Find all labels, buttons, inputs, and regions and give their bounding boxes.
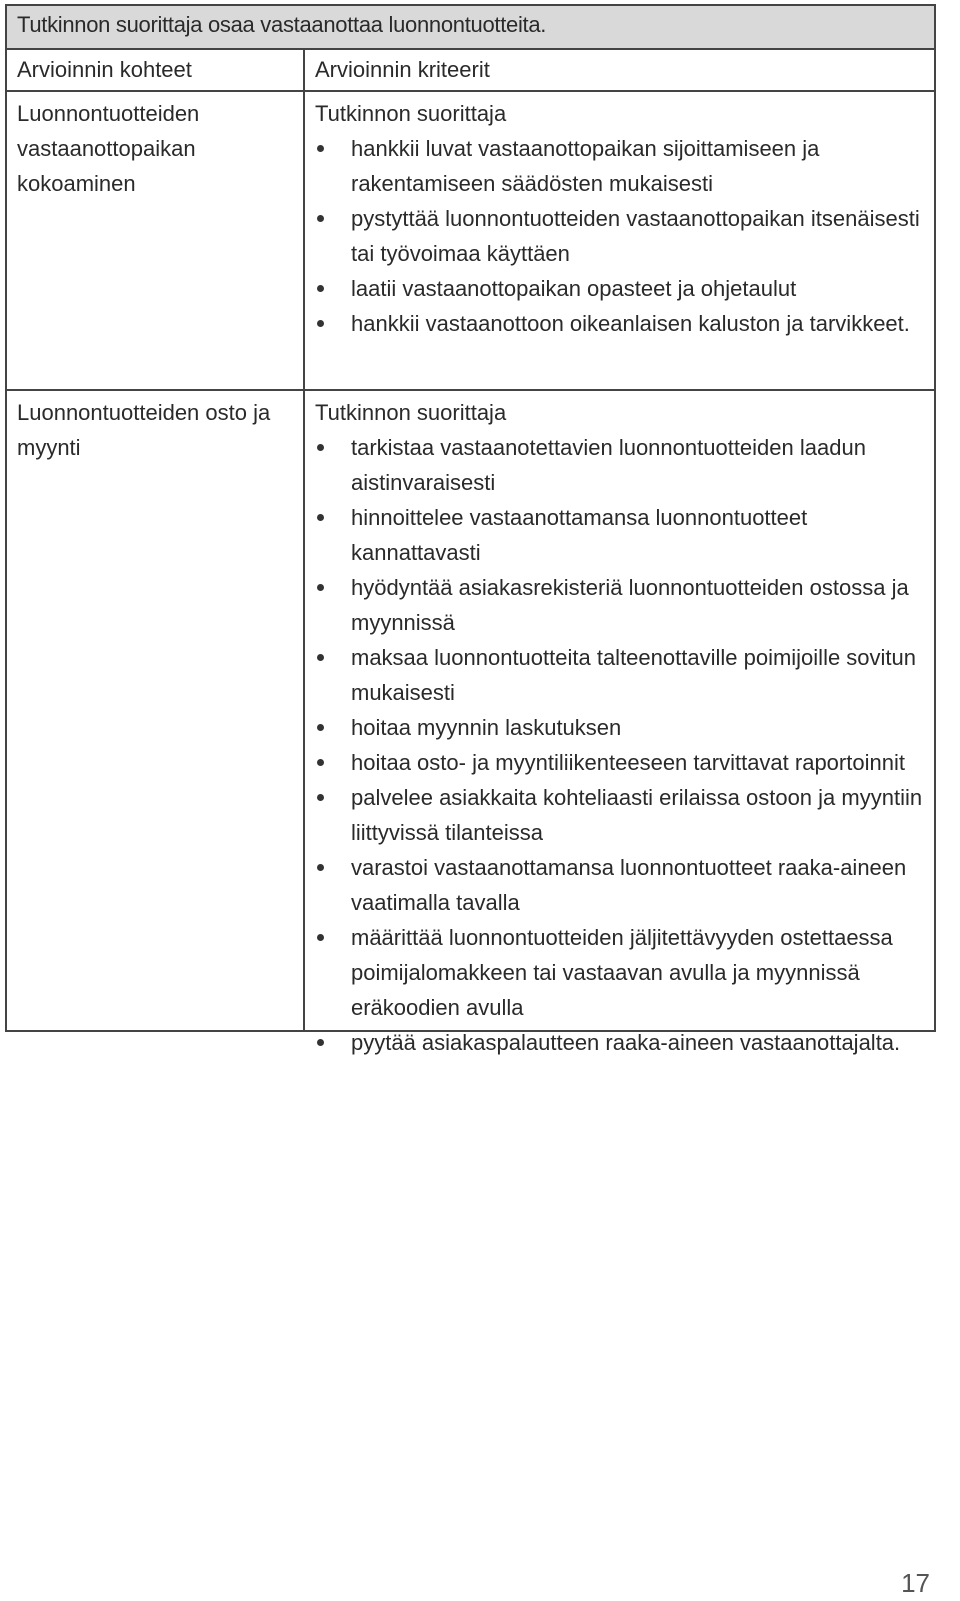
bullet-icon xyxy=(317,794,324,801)
bullet-icon xyxy=(317,215,324,222)
page-number: 17 xyxy=(901,1568,930,1598)
bullet-icon xyxy=(317,320,324,327)
criteria-item xyxy=(315,570,924,640)
criteria-text: laatii vastaanottopaikan opasteet ja ohjetaulut xyxy=(351,276,797,301)
criteria-lead: Tutkinnon suorittaja xyxy=(315,101,507,126)
criteria-item xyxy=(315,920,924,1025)
criteria-list xyxy=(315,430,924,1060)
section-row xyxy=(7,389,934,1055)
section-criteria xyxy=(305,391,934,1055)
bullet-icon xyxy=(317,724,324,731)
criteria-item xyxy=(315,500,924,570)
section-target: Luonnontuotteiden vastaanottopaikan kokoaminen xyxy=(7,92,305,389)
criteria-item xyxy=(315,131,924,201)
criteria-text: tarkistaa vastaanotettavien luonnontuotteiden laadun aistinvaraisesti xyxy=(351,435,866,495)
criteria-item xyxy=(315,640,924,710)
criteria-text: hinnoittelee vastaanottamansa luonnontuotteet kannattavasti xyxy=(351,505,808,565)
bullet-icon xyxy=(317,934,324,941)
header-targets: Arvioinnin kohteet xyxy=(7,50,305,90)
header-row xyxy=(7,48,934,90)
section-criteria xyxy=(305,92,934,389)
criteria-text: hyödyntää asiakasrekisteriä luonnontuotteiden ostossa ja myynnissä xyxy=(351,575,909,635)
bullet-icon xyxy=(317,864,324,871)
criteria-text: hoitaa osto- ja myyntiliikenteeseen tarvittavat raportoinnit xyxy=(351,750,905,775)
criteria-item xyxy=(315,201,924,271)
bullet-icon xyxy=(317,514,324,521)
criteria-text: pystyttää luonnontuotteiden vastaanottopaikan itsenäisesti tai työvoimaa käyttäen xyxy=(351,206,920,266)
table-title: Tutkinnon suorittaja osaa vastaanottaa luonnontuotteita. xyxy=(7,6,934,48)
criteria-text: hankkii luvat vastaanottopaikan sijoittamiseen ja rakentamiseen säädösten mukaisesti xyxy=(351,136,820,196)
criteria-text: varastoi vastaanottamansa luonnontuotteet raaka-aineen vaatimalla tavalla xyxy=(351,855,907,915)
criteria-item xyxy=(315,271,924,306)
criteria-item xyxy=(315,745,924,780)
criteria-text: hankkii vastaanottoon oikeanlaisen kaluston ja tarvikkeet. xyxy=(351,311,910,336)
criteria-item xyxy=(315,710,924,745)
criteria-text: määrittää luonnontuotteiden jäljitettävyyden ostettaessa poimijalomakkeen tai vastaavan avulla ja myynnissä eräkoodien avulla xyxy=(351,925,893,1020)
assessment-table xyxy=(5,4,936,1055)
criteria-item xyxy=(315,850,924,920)
criteria-item xyxy=(315,780,924,850)
criteria-text: pyytää asiakaspalautteen raaka-aineen vastaanottajalta. xyxy=(351,1030,901,1055)
criteria-lead: Tutkinnon suorittaja xyxy=(315,400,507,425)
criteria-item xyxy=(315,306,924,341)
criteria-text: hoitaa myynnin laskutuksen xyxy=(351,715,622,740)
bullet-icon xyxy=(317,444,324,451)
criteria-item xyxy=(315,1025,924,1060)
bullet-icon xyxy=(317,285,324,292)
bullet-icon xyxy=(317,1039,324,1046)
criteria-text: maksaa luonnontuotteita talteenottaville poimijoille sovitun mukaisesti xyxy=(351,645,917,705)
section-row xyxy=(7,90,934,389)
criteria-item xyxy=(315,430,924,500)
bullet-icon xyxy=(317,654,324,661)
criteria-list xyxy=(315,131,924,341)
bullet-icon xyxy=(317,584,324,591)
section-target: Luonnontuotteiden osto ja myynti xyxy=(7,391,305,1030)
bullet-icon xyxy=(317,759,324,766)
criteria-text: palvelee asiakkaita kohteliaasti erilaissa ostoon ja myyntiin liittyvissä tilanteissa xyxy=(351,785,923,845)
header-criteria: Arvioinnin kriteerit xyxy=(315,57,490,82)
bullet-icon xyxy=(317,145,324,152)
